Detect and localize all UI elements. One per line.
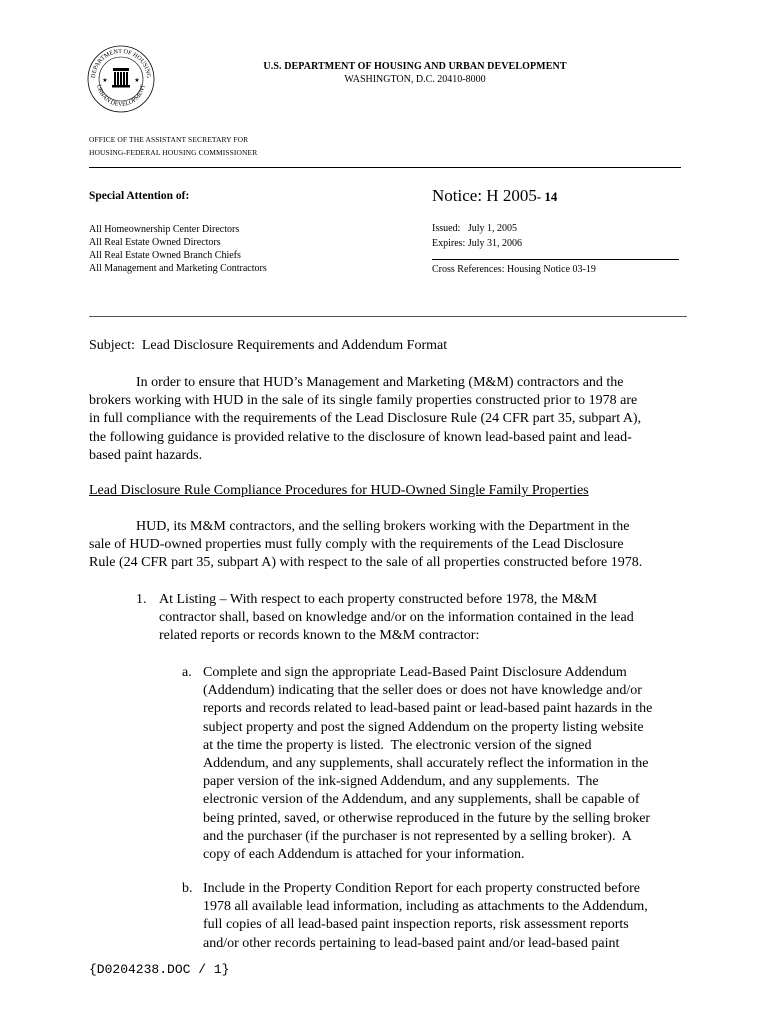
- list-item-label: a.: [182, 665, 192, 680]
- recipient-item: All Real Estate Owned Directors: [89, 237, 221, 248]
- recipient-item: All Homeownership Center Directors: [89, 224, 240, 235]
- list-item-body: [203, 880, 703, 953]
- paragraph-line: and/or other records pertaining to lead-based paint and/or lead-based paint: [203, 935, 620, 951]
- paragraph-line: Include in the Property Condition Report for each property constructed before: [203, 881, 640, 896]
- subject-line: Subject: Lead Disclosure Requirements and Addendum Format: [89, 338, 448, 353]
- office-line-2: HOUSING-FEDERAL HOUSING COMMISSIONER: [89, 148, 258, 157]
- paragraph-line: copy of each Addendum is attached for your information.: [203, 847, 525, 863]
- paragraph-line: related reports or records known to the M&M contractor:: [159, 628, 480, 644]
- paragraph-line: In order to ensure that HUD’s Management and Marketing (M&M) contractors and the: [136, 375, 624, 390]
- xref-divider: [432, 259, 679, 260]
- paragraph-line: Complete and sign the appropriate Lead-Based Paint Disclosure Addendum: [203, 665, 627, 680]
- paragraph-line: brokers working with HUD in the sale of its single family properties constructed prior to 1978 are: [89, 393, 638, 409]
- list-item-body: [203, 664, 703, 864]
- agency-address: WASHINGTON, D.C. 20410-8000: [344, 74, 486, 85]
- recipient-item: All Management and Marketing Contractors: [89, 263, 267, 274]
- cross-references: Cross References: Housing Notice 03-19: [432, 264, 596, 275]
- svg-text:★: ★: [102, 78, 108, 84]
- special-attention-heading: Special Attention of:: [89, 190, 190, 202]
- paragraph-line: Addendum, and any supplements, shall accurately reflect the information in the: [203, 756, 649, 772]
- svg-text:DEPARTMENT OF HOUSING: DEPARTMENT OF HOUSING: [89, 47, 153, 79]
- issued-date: Issued: July 1, 2005: [432, 223, 517, 234]
- office-line-1: OFFICE OF THE ASSISTANT SECRETARY FOR: [89, 135, 249, 144]
- list-item-label: 1.: [136, 592, 147, 607]
- document-id-footer: {D0204238.DOC / 1}: [89, 962, 230, 977]
- paragraph-line: the following guidance is provided relative to the disclosure of known lead-based paint and lead-: [89, 429, 632, 445]
- paragraph-line: at the time the property is listed. The electronic version of the signed: [203, 737, 592, 753]
- notice-title-prefix: Notice: H 2005: [432, 186, 537, 205]
- subject-divider: [89, 316, 687, 317]
- agency-name: U.S. DEPARTMENT OF HOUSING AND URBAN DEVELOPMENT: [263, 61, 567, 72]
- paragraph-line: reports and records related to lead-based paint or lead-based paint hazards in the: [203, 701, 653, 717]
- expires-date: Expires: July 31, 2006: [432, 238, 522, 249]
- svg-text:URBAN DEVELOPMENT: URBAN DEVELOPMENT: [95, 83, 147, 109]
- paragraph-line: in full compliance with the requirements of the Lead Disclosure Rule (24 CFR part 35, subpart A),: [89, 411, 642, 427]
- paragraph-line: 1978 all available lead information, including as attachments to the Addendum,: [203, 899, 648, 915]
- notice-title: [432, 186, 557, 206]
- hud-seal-logo: [86, 44, 156, 114]
- paragraph-line: sale of HUD-owned properties must fully comply with the requirements of the Lead Disclosure: [89, 537, 624, 553]
- section-heading: Lead Disclosure Rule Compliance Procedures for HUD-Owned Single Family Properties: [89, 483, 589, 498]
- paragraph-line: At Listing – With respect to each property constructed before 1978, the M&M: [159, 592, 598, 607]
- paragraph-line: (Addendum) indicating that the seller does or does not have knowledge and/or: [203, 683, 642, 699]
- paragraph-line: HUD, its M&M contractors, and the selling brokers working with the Department in the: [136, 519, 630, 534]
- paragraph-line: being printed, saved, or otherwise reproduced in the future by the selling broker: [203, 810, 651, 826]
- recipient-list: [89, 223, 267, 275]
- paragraph-line: subject property and post the signed Addendum on the property listing website: [203, 719, 644, 735]
- list-item-label: b.: [182, 881, 193, 896]
- list-item-body: [159, 591, 689, 646]
- paragraph-line: Rule (24 CFR part 35, subpart A) with respect to the sale of all properties constructed before 1978.: [89, 555, 643, 571]
- intro-paragraph: [89, 374, 689, 465]
- paragraph-line: based paint hazards.: [89, 447, 203, 463]
- compliance-paragraph: [89, 518, 689, 573]
- recipient-item: All Real Estate Owned Branch Chiefs: [89, 250, 241, 261]
- paragraph-line: and the purchaser (if the purchaser is not represented by a selling broker). A: [203, 828, 632, 844]
- paragraph-line: full copies of all lead-based paint inspection reports, risk assessment reports: [203, 917, 629, 933]
- header-divider: [89, 167, 681, 168]
- svg-text:★: ★: [134, 78, 140, 84]
- paragraph-line: contractor shall, based on knowledge and/or on the information contained in the lead: [159, 610, 634, 626]
- paragraph-line: electronic version of the Addendum, and any supplements, shall be capable of: [203, 792, 640, 808]
- paragraph-line: paper version of the ink-signed Addendum, and any supplements. The: [203, 774, 599, 790]
- notice-title-number: - 14: [536, 189, 558, 204]
